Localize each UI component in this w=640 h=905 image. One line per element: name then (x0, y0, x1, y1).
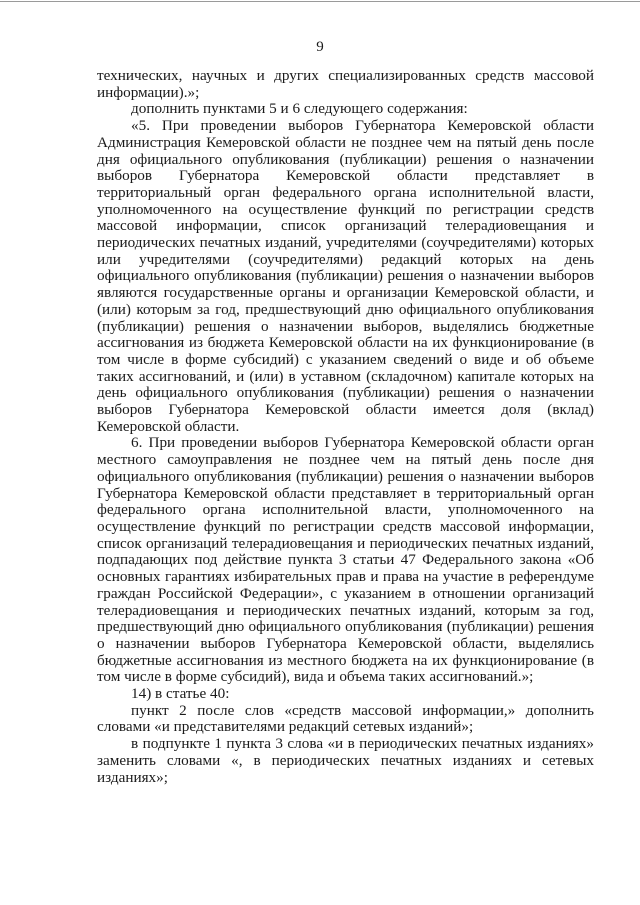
page-number: 9 (316, 39, 324, 55)
paragraph-amendment-intro: дополнить пунктами 5 и 6 следующего содержания: (131, 100, 468, 118)
paragraph-continuation: технических, научных и других специализированных средств массовой информации).»; (97, 67, 594, 101)
paragraph-subclause-1: в подпункте 1 пункта 3 слова «и в периодических печатных изданиях» заменить словами «, в периодических печатных изданиях и сетевых изданиях»; (97, 735, 594, 786)
paragraph-item-14: 14) в статье 40: (131, 685, 230, 703)
paragraph-item-5: «5. При проведении выборов Губернатора Кемеровской области Администрация Кемеровской области не позднее чем на пятый день после дня официального опубликования (публикации) решения о назначении выборов Губернатора Кемеровской области представляет в территориальный орган федерального органа исполнительной власти, уполномоченного на осуществление функций по регистрации средств массовой информации, список организаций телерадиовещания и периодических печатных изданий, учредителями (соучредителями) которых или учредителями (соучредителями) редакций которых на день официального опубликования (публикации) решения о назначении выборов являются государственные органы и организации Кемеровской области, и (или) которым за год, предшествующий дню официального опубликования (публикации) решения о назначении выборов, выделялись бюджетные ассигнования из бюджета Кемеровской области на их функционирование (в том числе в форме субсидий) с указанием сведений о виде и об объеме таких ассигнований, и (или) в уставном (складочном) капитале которых на день официального опубликования (публикации) решения о назначении выборов Губернатора Кемеровской области имеется доля (вклад) Кемеровской области. (97, 117, 594, 435)
document-body (97, 68, 594, 786)
paragraph-clause-2: пункт 2 после слов «средств массовой информации,» дополнить словами «и представителями редакций сетевых изданий»; (97, 701, 594, 736)
top-border-line (0, 1, 640, 2)
paragraph-item-6: 6. При проведении выборов Губернатора Кемеровской области орган местного самоуправления не позднее чем на пятый день после дня официального опубликования (публикации) решения о назначении выборов Губернатора Кемеровской области представляет в территориальный орган федерального органа исполнительной власти, уполномоченного на осуществление функций по регистрации средств массовой информации, список организаций телерадиовещания и периодических печатных изданий, подпадающих под действие пункта 3 статьи 47 Федерального закона «Об основных гарантиях избирательных прав и права на участие в референдуме граждан Российской Федерации», с указанием в отношении организаций телерадиовещания и периодических печатных изданий, которым за год, предшествующий дню официального опубликования (публикации) решения о назначении выборов Губернатора Кемеровской области, выделялись бюджетные ассигнования из местного бюджета на их функционирование (в том числе в форме субсидий), вида и объема таких ассигнований.»; (97, 434, 594, 686)
